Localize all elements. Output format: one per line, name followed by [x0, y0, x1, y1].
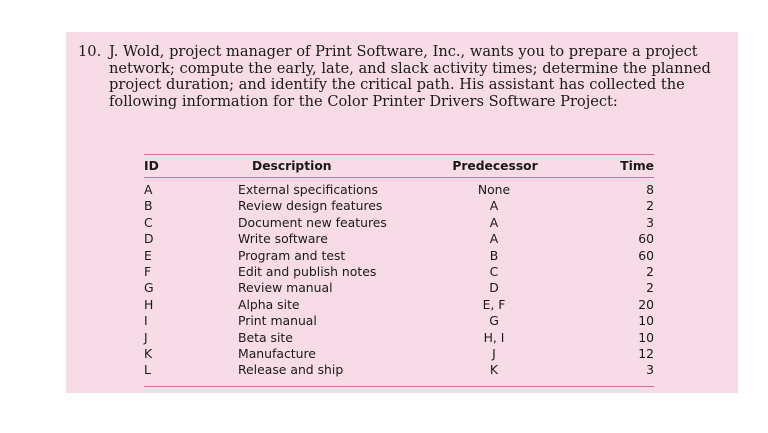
header-time: Time [620, 159, 654, 173]
cell-id: C [144, 214, 153, 230]
cell-id: E [144, 247, 152, 263]
cell-time: 20 [638, 296, 654, 312]
cell-description: External specifications [238, 182, 378, 197]
cell-predecessor: G [489, 313, 499, 329]
cell-time: 60 [638, 231, 654, 247]
table-row [144, 231, 654, 247]
cell-id: H [144, 296, 154, 312]
cell-predecessor: E, F [482, 296, 506, 312]
table-row [144, 182, 654, 198]
problem-panel [66, 32, 738, 393]
header-id: ID [144, 159, 159, 173]
cell-id: G [144, 280, 154, 296]
cell-description: Edit and publish notes [238, 263, 377, 279]
table-row [144, 280, 654, 296]
cell-description: Review design features [238, 198, 383, 214]
table-row [144, 330, 654, 346]
cell-id: L [144, 362, 151, 378]
table-body [144, 178, 654, 386]
cell-predecessor: K [489, 362, 499, 378]
table-row [144, 297, 654, 313]
cell-time: 60 [638, 247, 654, 263]
problem-text: J. Wold, project manager of Print Software, Inc., wants you to prepare a project network; compute the early, late, and slack activity times; determine the planned project duration; and identify the critical path. His assistant has collected the following information for the Color Printer Drivers Software Project: [109, 43, 711, 110]
cell-predecessor: B [489, 247, 499, 263]
cell-predecessor: None [477, 182, 511, 197]
cell-time: 3 [646, 362, 654, 378]
cell-id: K [144, 345, 153, 361]
cell-time: 8 [646, 182, 654, 197]
cell-predecessor: H, I [483, 329, 505, 345]
table-row [144, 215, 654, 231]
problem-number: 10. [78, 43, 102, 60]
cell-description: Beta site [238, 329, 293, 345]
cell-description: Program and test [238, 247, 346, 263]
cell-time: 12 [638, 345, 654, 361]
table-row [144, 362, 654, 378]
table-row [144, 198, 654, 214]
header-description: Description [252, 159, 332, 173]
cell-description: Alpha site [238, 296, 300, 312]
header-predecessor: Predecessor [452, 159, 538, 173]
cell-predecessor: J [492, 345, 496, 361]
cell-description: Document new features [238, 214, 387, 230]
cell-predecessor: A [489, 198, 499, 214]
cell-description: Review manual [238, 280, 333, 296]
cell-predecessor: A [489, 214, 499, 230]
cell-time: 10 [638, 313, 654, 329]
cell-id: B [144, 198, 153, 214]
cell-id: A [144, 182, 153, 197]
cell-time: 2 [646, 263, 654, 279]
cell-description: Write software [238, 231, 328, 247]
cell-description: Print manual [238, 313, 317, 329]
cell-time: 2 [646, 198, 654, 214]
table-header-row [144, 155, 654, 177]
cell-time: 10 [638, 329, 654, 345]
problem-statement [78, 44, 726, 110]
activity-table [144, 154, 654, 387]
table-row [144, 248, 654, 264]
cell-id: I [144, 313, 148, 329]
cell-description: Release and ship [238, 362, 344, 378]
cell-description: Manufacture [238, 345, 316, 361]
cell-time: 3 [646, 214, 654, 230]
cell-predecessor: A [489, 231, 499, 247]
cell-id: J [144, 329, 148, 345]
table-row [144, 346, 654, 362]
cell-id: F [144, 263, 152, 279]
cell-predecessor: D [489, 280, 499, 296]
table-bottom-rule [144, 386, 654, 387]
cell-id: D [144, 231, 154, 247]
table-row [144, 264, 654, 280]
table-row [144, 313, 654, 329]
cell-predecessor: C [489, 263, 499, 279]
cell-time: 2 [646, 280, 654, 296]
